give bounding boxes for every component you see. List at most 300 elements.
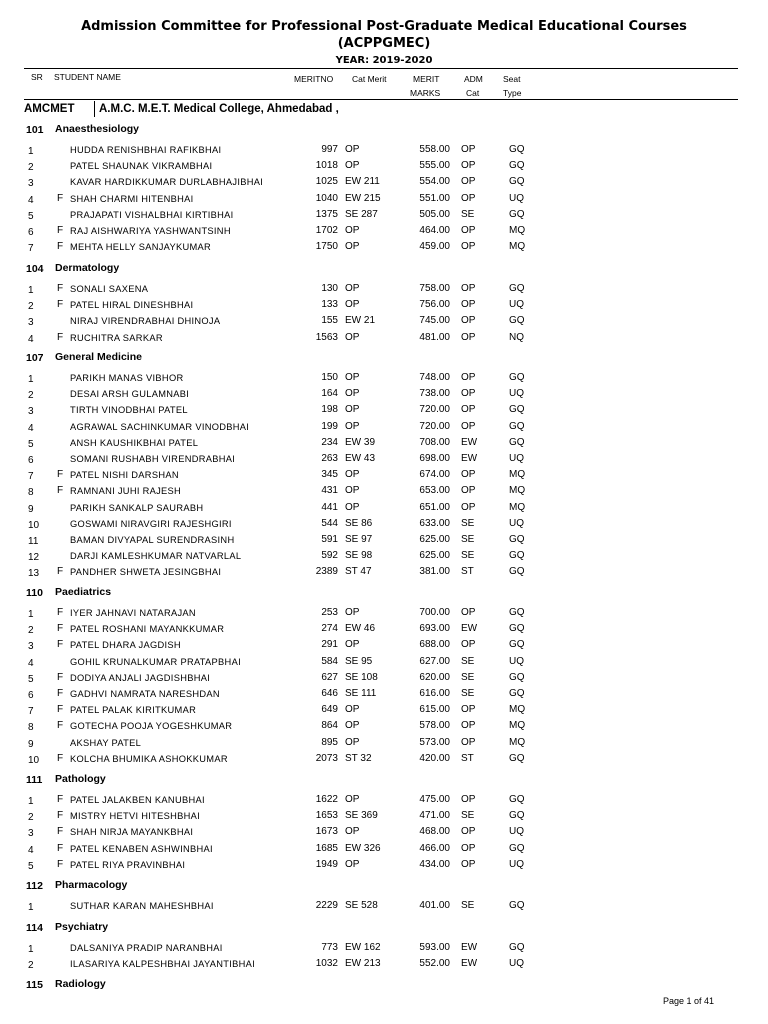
row-sr: 1 [28, 902, 34, 913]
table-row [0, 469, 768, 483]
row-adm-cat: OP [461, 331, 476, 343]
row-student-name: SUTHAR KARAN MAHESHBHAI [70, 901, 214, 911]
row-merit-marks: 468.00 [419, 826, 450, 838]
section-name: Paediatrics [55, 586, 112, 598]
row-cat-merit: ST 47 [345, 566, 372, 578]
row-sr: 9 [28, 503, 34, 515]
col-seat-type-top: Seat [503, 74, 521, 84]
col-merit-marks-bottom: MARKS [410, 88, 441, 98]
row-merit-no: 646 [321, 688, 338, 699]
table-row [0, 453, 768, 467]
row-gender: F [57, 283, 64, 294]
row-sr: 13 [28, 568, 40, 580]
college-code: AMCMET [24, 103, 75, 115]
row-adm-cat: OP [461, 241, 476, 253]
row-seat-type: MQ [509, 720, 526, 732]
row-seat-type: GQ [509, 283, 525, 294]
row-student-name: KAVAR HARDIKKUMAR DURLABHAJIBHAI [70, 177, 264, 188]
row-adm-cat: OP [461, 607, 476, 618]
table-row [0, 502, 768, 516]
row-merit-no: 773 [321, 942, 338, 953]
row-sr: 6 [28, 690, 34, 701]
row-cat-merit: OP [345, 607, 360, 618]
row-merit-no: 253 [321, 607, 338, 618]
row-seat-type: GQ [509, 315, 525, 327]
row-adm-cat: OP [461, 144, 476, 155]
row-sr: 5 [28, 438, 34, 450]
table-row [0, 704, 768, 718]
row-sr: 2 [28, 390, 34, 402]
col-adm-cat-top: ADM [464, 74, 483, 84]
row-adm-cat: ST [461, 566, 474, 578]
row-merit-no: 1032 [315, 958, 338, 970]
row-merit-no: 1018 [315, 160, 338, 172]
row-merit-no: 130 [321, 283, 338, 294]
row-merit-no: 1040 [315, 192, 338, 204]
row-merit-marks: 466.00 [419, 842, 450, 854]
row-student-name: SOMANI RUSHABH VIRENDRABHAI [70, 454, 236, 464]
col-student-name: STUDENT NAME [54, 72, 121, 82]
row-merit-no: 2229 [315, 900, 338, 911]
row-merit-marks: 738.00 [419, 388, 450, 400]
row-sr: 1 [28, 374, 34, 385]
table-row [0, 607, 768, 621]
row-adm-cat: OP [461, 299, 476, 311]
row-student-name: PATEL JALAKBEN KANUBHAI [70, 795, 205, 805]
row-cat-merit: OP [345, 736, 360, 748]
row-sr: 1 [28, 146, 34, 157]
row-seat-type: MQ [509, 225, 526, 236]
table-row [0, 372, 768, 386]
row-student-name: PATEL PALAK KIRITKUMAR [70, 705, 197, 716]
row-student-name: PRAJAPATI VISHALBHAI KIRTIBHAI [70, 209, 234, 220]
row-merit-marks: 627.00 [419, 655, 450, 667]
row-sr: 8 [28, 722, 34, 734]
row-merit-marks: 688.00 [419, 639, 450, 651]
row-sr: 3 [28, 641, 34, 653]
row-merit-no: 649 [321, 704, 338, 716]
header-rule-top [24, 68, 738, 69]
row-sr: 3 [28, 178, 34, 190]
row-seat-type: MQ [509, 736, 526, 748]
section-name: Anaesthesiology [55, 123, 140, 135]
table-row [0, 900, 768, 914]
col-sr: SR [31, 72, 43, 82]
row-cat-merit: SE 97 [345, 534, 373, 545]
row-merit-marks: 756.00 [419, 299, 450, 311]
table-row [0, 737, 768, 751]
col-seat-type-bottom: Type [503, 88, 522, 98]
row-merit-marks: 651.00 [419, 501, 450, 513]
table-row [0, 753, 768, 767]
row-seat-type: GQ [509, 752, 525, 764]
row-student-name: IYER JAHNAVI NATARAJAN [70, 608, 196, 618]
row-adm-cat: OP [461, 826, 476, 838]
row-student-name: SONALI SAXENA [70, 284, 149, 294]
row-cat-merit: OP [345, 299, 360, 311]
table-row [0, 283, 768, 297]
row-merit-no: 1563 [315, 331, 338, 343]
row-merit-no: 1375 [315, 208, 338, 220]
row-gender: F [57, 623, 64, 635]
row-adm-cat: OP [461, 501, 476, 513]
row-cat-merit: OP [345, 404, 360, 416]
row-cat-merit: OP [345, 144, 360, 155]
row-merit-no: 1653 [315, 810, 338, 822]
row-merit-no: 345 [321, 469, 338, 481]
table-row [0, 566, 768, 580]
row-merit-marks: 593.00 [419, 942, 450, 953]
section-name: Radiology [55, 978, 106, 990]
row-sr: 7 [28, 243, 34, 255]
row-merit-no: 133 [321, 299, 338, 311]
row-seat-type: GQ [509, 372, 525, 383]
row-cat-merit: EW 39 [345, 436, 376, 448]
section-code: 107 [26, 352, 44, 364]
row-seat-type: MQ [509, 485, 526, 497]
row-seat-type: GQ [509, 160, 525, 172]
row-sr: 4 [28, 657, 34, 669]
row-adm-cat: OP [461, 225, 476, 236]
row-adm-cat: OP [461, 704, 476, 716]
row-student-name: PATEL NISHI DARSHAN [70, 470, 179, 481]
row-sr: 1 [28, 285, 34, 296]
row-sr: 3 [28, 317, 34, 329]
row-gender: F [57, 688, 64, 699]
row-cat-merit: OP [345, 469, 360, 481]
row-seat-type: UQ [509, 388, 524, 400]
row-cat-merit: EW 326 [345, 842, 381, 854]
row-merit-no: 234 [321, 436, 338, 448]
col-cat-merit: Cat Merit [352, 74, 387, 84]
section-code: 110 [26, 587, 43, 599]
row-cat-merit: OP [345, 225, 360, 236]
row-seat-type: GQ [509, 794, 525, 805]
col-meritno: MERITNO [294, 74, 334, 84]
row-sr: 8 [28, 487, 34, 499]
row-sr: 3 [28, 406, 34, 418]
table-row [0, 241, 768, 255]
row-seat-type: GQ [509, 420, 525, 432]
row-sr: 6 [28, 227, 34, 238]
row-merit-no: 627 [321, 671, 338, 683]
row-student-name: GOTECHA POOJA YOGESHKUMAR [70, 721, 233, 732]
row-adm-cat: OP [461, 388, 476, 400]
row-cat-merit: SE 287 [345, 208, 378, 220]
section-code: 104 [26, 263, 44, 275]
row-merit-marks: 633.00 [419, 517, 450, 529]
row-seat-type: GQ [509, 810, 525, 822]
row-adm-cat: EW [461, 453, 478, 464]
document-subtitle: (ACPPGMEC) [337, 36, 431, 51]
row-student-name: KOLCHA BHUMIKA ASHOKKUMAR [70, 753, 228, 764]
table-row [0, 720, 768, 734]
row-cat-merit: SE 95 [345, 655, 373, 667]
row-merit-no: 544 [321, 517, 338, 529]
row-sr: 2 [28, 162, 34, 174]
row-student-name: GOHIL KRUNALKUMAR PRATAPBHAI [70, 656, 241, 667]
row-merit-marks: 625.00 [419, 534, 450, 545]
row-cat-merit: EW 46 [345, 623, 376, 635]
table-row [0, 688, 768, 702]
row-sr: 10 [28, 754, 40, 766]
row-sr: 5 [28, 673, 34, 685]
row-merit-no: 997 [321, 144, 338, 155]
section-code: 111 [26, 774, 43, 786]
row-merit-no: 2073 [315, 752, 338, 764]
row-adm-cat: SE [461, 688, 475, 699]
row-adm-cat: EW [461, 942, 478, 953]
row-sr: 10 [28, 519, 40, 531]
row-student-name: GOSWAMI NIRAVGIRI RAJESHGIRI [70, 518, 232, 529]
row-merit-no: 1673 [315, 826, 338, 838]
row-gender: F [57, 639, 64, 651]
row-seat-type: GQ [509, 639, 525, 651]
row-sr: 5 [28, 860, 34, 872]
row-merit-no: 2389 [315, 566, 338, 578]
row-adm-cat: OP [461, 372, 476, 383]
row-student-name: DARJI KAMLESHKUMAR NATVARLAL [70, 551, 242, 562]
row-cat-merit: SE 98 [345, 550, 373, 562]
row-sr: 3 [28, 828, 34, 840]
row-cat-merit: OP [345, 420, 360, 432]
row-sr: 1 [28, 944, 34, 955]
table-row [0, 209, 768, 223]
row-seat-type: GQ [509, 942, 525, 953]
row-student-name: ANSH KAUSHIKBHAI PATEL [70, 437, 199, 448]
row-seat-type: UQ [509, 453, 524, 464]
row-cat-merit: OP [345, 501, 360, 513]
row-merit-marks: 464.00 [419, 225, 450, 236]
row-merit-marks: 481.00 [419, 331, 450, 343]
row-gender: F [57, 485, 64, 497]
row-gender: F [57, 794, 64, 805]
row-merit-no: 1949 [315, 858, 338, 870]
row-student-name: SHAH NIRJA MAYANKBHAI [70, 827, 194, 838]
row-merit-marks: 758.00 [419, 283, 450, 294]
row-adm-cat: SE [461, 655, 475, 667]
row-cat-merit: SE 111 [345, 688, 377, 699]
row-cat-merit: SE 528 [345, 900, 378, 911]
row-merit-marks: 555.00 [419, 160, 450, 172]
row-merit-marks: 748.00 [419, 372, 450, 383]
row-sr: 4 [28, 194, 34, 206]
row-student-name: AGRAWAL SACHINKUMAR VINODBHAI [70, 421, 250, 432]
row-merit-marks: 674.00 [419, 469, 450, 481]
row-merit-marks: 708.00 [419, 436, 450, 448]
section-name: Pathology [55, 773, 106, 785]
row-cat-merit: OP [345, 372, 360, 383]
table-row [0, 485, 768, 499]
document-title: Admission Committee for Professional Post-Graduate Medical Educational Courses [81, 19, 687, 34]
row-merit-no: 150 [321, 372, 338, 383]
table-row [0, 672, 768, 686]
table-row [0, 534, 768, 548]
row-seat-type: GQ [509, 534, 525, 545]
row-student-name: PARIKH SANKALP SAURABH [70, 502, 204, 513]
row-cat-merit: SE 108 [345, 671, 378, 683]
college-name: A.M.C. M.E.T. Medical College, Ahmedabad , [99, 103, 339, 115]
row-adm-cat: ST [461, 752, 474, 764]
row-adm-cat: SE [461, 534, 475, 545]
row-student-name: PATEL HIRAL DINESHBHAI [70, 300, 194, 311]
row-sr: 2 [28, 960, 34, 972]
row-sr: 1 [28, 609, 34, 620]
row-seat-type: UQ [509, 655, 524, 667]
row-gender: F [57, 858, 64, 870]
row-adm-cat: SE [461, 900, 475, 911]
row-merit-marks: 505.00 [419, 208, 450, 220]
table-row [0, 810, 768, 824]
row-adm-cat: OP [461, 315, 476, 327]
row-merit-marks: 620.00 [419, 671, 450, 683]
table-row [0, 843, 768, 857]
row-gender: F [57, 752, 64, 764]
row-merit-no: 431 [321, 485, 338, 497]
section-name: Pharmacology [55, 879, 128, 891]
row-adm-cat: OP [461, 404, 476, 416]
table-row [0, 437, 768, 451]
row-cat-merit: EW 43 [345, 453, 376, 464]
row-merit-marks: 578.00 [419, 720, 450, 732]
row-seat-type: MQ [509, 241, 526, 253]
row-merit-no: 199 [321, 420, 338, 432]
row-cat-merit: EW 215 [345, 192, 381, 204]
college-separator [94, 101, 95, 117]
row-adm-cat: OP [461, 639, 476, 651]
row-seat-type: UQ [509, 192, 524, 204]
row-cat-merit: OP [345, 858, 360, 870]
row-seat-type: GQ [509, 550, 525, 562]
row-cat-merit: OP [345, 160, 360, 172]
row-merit-no: 592 [321, 550, 338, 562]
row-seat-type: GQ [509, 436, 525, 448]
row-seat-type: UQ [509, 826, 524, 838]
row-student-name: PANDHER SHWETA JESINGBHAI [70, 567, 222, 578]
row-cat-merit: OP [345, 331, 360, 343]
row-seat-type: GQ [509, 566, 525, 578]
row-adm-cat: OP [461, 283, 476, 294]
row-sr: 7 [28, 471, 34, 483]
table-row [0, 958, 768, 972]
row-adm-cat: EW [461, 958, 478, 970]
table-row [0, 160, 768, 174]
row-student-name: GADHVI NAMRATA NARESHDAN [70, 689, 220, 699]
row-student-name: MISTRY HETVI HITESHBHAI [70, 811, 201, 822]
row-merit-marks: 558.00 [419, 144, 450, 155]
row-student-name: BAMAN DIVYAPAL SURENDRASINH [70, 535, 235, 545]
table-row [0, 518, 768, 532]
section-name: General Medicine [55, 351, 142, 363]
row-merit-marks: 700.00 [419, 607, 450, 618]
row-seat-type: GQ [509, 671, 525, 683]
row-sr: 2 [28, 812, 34, 824]
row-sr: 7 [28, 706, 34, 718]
row-merit-marks: 615.00 [419, 704, 450, 716]
header-rule-bottom [24, 99, 738, 100]
row-seat-type: UQ [509, 517, 524, 529]
table-row [0, 176, 768, 190]
row-gender: F [57, 810, 64, 822]
row-seat-type: GQ [509, 900, 525, 911]
row-sr: 4 [28, 422, 34, 434]
row-adm-cat: OP [461, 160, 476, 172]
col-adm-cat-bottom: Cat [466, 88, 480, 98]
table-row [0, 299, 768, 313]
row-adm-cat: OP [461, 420, 476, 432]
page-number: Page 1 of 41 [662, 996, 714, 1006]
table-row [0, 794, 768, 808]
row-sr: 4 [28, 333, 34, 345]
row-adm-cat: SE [461, 810, 475, 822]
row-cat-merit: OP [345, 794, 360, 805]
row-adm-cat: SE [461, 208, 475, 220]
row-merit-no: 584 [321, 655, 338, 667]
year-label: YEAR: 2019-2020 [335, 55, 433, 66]
row-merit-marks: 616.00 [419, 688, 450, 699]
row-cat-merit: ST 32 [345, 752, 372, 764]
row-sr: 12 [28, 552, 40, 564]
table-row [0, 656, 768, 670]
row-cat-merit: EW 211 [345, 176, 380, 188]
row-cat-merit: OP [345, 388, 360, 400]
row-sr: 4 [28, 844, 34, 856]
row-merit-marks: 434.00 [419, 858, 450, 870]
row-gender: F [57, 192, 64, 204]
row-merit-marks: 381.00 [419, 566, 450, 578]
row-cat-merit: OP [345, 241, 360, 253]
row-student-name: PARIKH MANAS VIBHOR [70, 373, 184, 383]
table-row [0, 315, 768, 329]
row-adm-cat: OP [461, 469, 476, 481]
row-seat-type: GQ [509, 607, 525, 618]
row-merit-no: 1702 [315, 225, 338, 236]
row-seat-type: UQ [509, 958, 524, 970]
row-merit-no: 591 [321, 534, 338, 545]
row-seat-type: UQ [509, 858, 524, 870]
row-student-name: MEHTA HELLY SANJAYKUMAR [70, 242, 212, 253]
row-adm-cat: SE [461, 517, 475, 529]
row-gender: F [57, 671, 64, 683]
row-gender: F [57, 469, 64, 481]
row-adm-cat: OP [461, 485, 476, 497]
row-seat-type: MQ [509, 704, 526, 716]
table-row [0, 859, 768, 873]
table-row [0, 623, 768, 637]
row-seat-type: MQ [509, 469, 526, 481]
row-adm-cat: OP [461, 720, 476, 732]
row-merit-no: 274 [321, 623, 338, 635]
row-merit-no: 155 [321, 315, 338, 327]
row-gender: F [57, 704, 64, 716]
row-merit-no: 291 [321, 639, 338, 651]
row-student-name: PATEL DHARA JAGDISH [70, 640, 181, 651]
table-row [0, 193, 768, 207]
row-student-name: PATEL ROSHANI MAYANKKUMAR [70, 624, 225, 635]
row-cat-merit: EW 162 [345, 942, 381, 953]
row-seat-type: GQ [509, 404, 525, 416]
row-merit-no: 263 [321, 453, 338, 464]
table-row [0, 404, 768, 418]
row-sr: 9 [28, 738, 34, 750]
row-merit-marks: 693.00 [419, 623, 450, 635]
table-row [0, 942, 768, 956]
row-seat-type: GQ [509, 176, 525, 188]
row-cat-merit: OP [345, 826, 360, 838]
row-student-name: RAJ AISHWARIYA YASHWANTSINH [70, 226, 231, 236]
row-merit-marks: 573.00 [419, 736, 450, 748]
row-merit-marks: 653.00 [419, 485, 450, 497]
